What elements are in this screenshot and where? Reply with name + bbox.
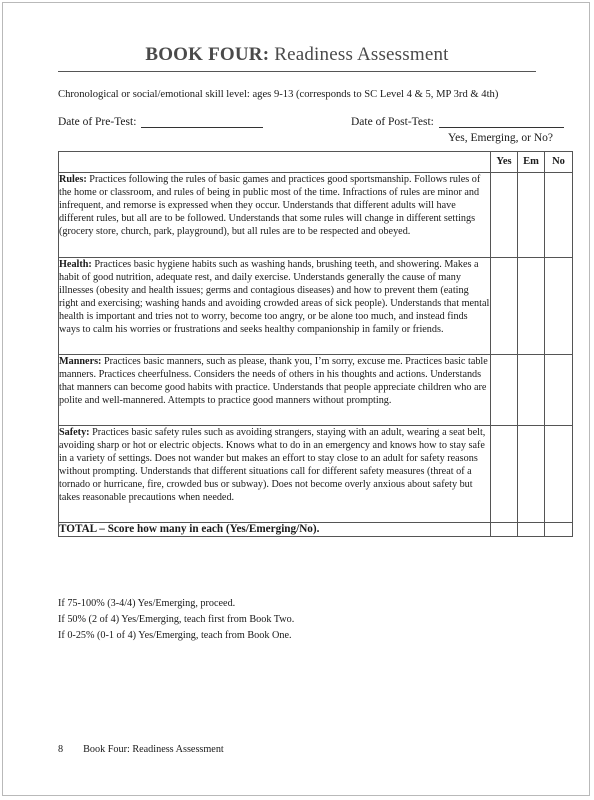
post-test-blank[interactable]: [439, 116, 564, 128]
pre-test-label: Date of Pre-Test:: [58, 116, 137, 128]
title-bold: BOOK FOUR:: [145, 44, 270, 65]
table-row: [59, 426, 573, 523]
post-test-date: [351, 116, 564, 128]
row-description-health: [59, 258, 491, 355]
footer-text: Book Four: Readiness Assessment: [83, 744, 224, 755]
pre-test-blank[interactable]: [141, 116, 263, 128]
pre-test-date: [58, 116, 263, 128]
header-description: [59, 152, 491, 173]
header-row: [59, 152, 573, 173]
yes-cell[interactable]: [491, 258, 518, 355]
no-cell[interactable]: [545, 173, 573, 258]
title-underline: [58, 71, 536, 72]
post-test-label: Date of Post-Test:: [351, 116, 434, 128]
emerging-cell[interactable]: [518, 426, 545, 523]
emerging-total-cell[interactable]: [518, 523, 545, 537]
row-text: Practices basic manners, such as please, thank you, I’m sorry, excuse me. Practices basic table manners. Practices cheerfulness. Considers the needs of others in his thoughts and actions. Understands that manners can become good habits with practice. Understands that people appreciate children who are polite and well-mannered. Attempts to practice good manners without prompting.: [59, 356, 488, 407]
assessment-table: [58, 151, 573, 537]
emerging-cell[interactable]: [518, 258, 545, 355]
row-label: Manners:: [59, 356, 102, 367]
row-text: Practices following the rules of basic games and practices good sportsmanship. Follows rules of the home or classroom, and rules of being in public most of the time. Infractions of rules are minor and infrequent, and remorse is expressed when they occur. Understands that different adults will have different rules, but all are to be followed. Understands that some rules will change in different settings (grocery store, church, park, playground), but all rules are to be respected and obeyed.: [59, 174, 481, 238]
emerging-cell[interactable]: [518, 355, 545, 426]
row-description-safety: [59, 426, 491, 523]
row-text: Practices basic hygiene habits such as washing hands, brushing teeth, and showering. Makes a habit of good nutrition, adequate rest, and daily exercise. Understands generally the cause of many illnesses (obesity and health issues; germs and contagious diseases) and how to prevent them (eating right and exercising; washing hands and avoiding crowded areas of sick people). Understands that mental health is important and tries not to worry, become too angry, or be alone too much, and instead finds ways to calm his worries or frustrations and seeks healthy companionship in family or friends.: [59, 259, 490, 336]
row-text: Practices basic safety rules such as avoiding strangers, staying with an adult, wearing a seat belt, avoiding sharp or hot or electric objects. Knows what to do in an emergency and knows how to stay safe in a variety of settings. Does not wander but makes an effort to stay close to an adult for safety reasons without prompting. Understands that different situations call for different safety measures (threat of a tornado or hurricane, fire, crowded bus or subway). Does not become overly anxious about safety but takes reasonable precautions when needed.: [59, 427, 486, 504]
no-cell[interactable]: [545, 355, 573, 426]
page-footer: [58, 744, 224, 755]
no-total-cell[interactable]: [545, 523, 573, 537]
row-label: Rules:: [59, 174, 87, 185]
total-label: TOTAL – Score how many in each (Yes/Emerging/No).: [59, 523, 491, 537]
table-row: [59, 173, 573, 258]
outcome-line: If 0-25% (0-1 of 4) Yes/Emerging, teach from Book One.: [58, 629, 292, 641]
header-emerging: Em: [518, 152, 545, 173]
no-cell[interactable]: [545, 258, 573, 355]
row-description-manners: [59, 355, 491, 426]
header-no: No: [545, 152, 573, 173]
yes-cell[interactable]: [491, 355, 518, 426]
page-number: 8: [58, 744, 64, 755]
response-prompt: Yes, Emerging, or No?: [448, 132, 553, 144]
table-row: [59, 258, 573, 355]
no-cell[interactable]: [545, 426, 573, 523]
outcome-line: If 50% (2 of 4) Yes/Emerging, teach first from Book Two.: [58, 613, 295, 625]
skill-level-text: Chronological or social/emotional skill level: ages 9-13 (corresponds to SC Level 4 & 5, MP 3rd & 4th): [58, 89, 499, 100]
yes-total-cell[interactable]: [491, 523, 518, 537]
row-label: Health:: [59, 259, 92, 270]
row-description-rules: [59, 173, 491, 258]
header-yes: Yes: [491, 152, 518, 173]
outcome-line: If 75-100% (3-4/4) Yes/Emerging, proceed.: [58, 598, 236, 609]
page-title: [0, 44, 594, 66]
emerging-cell[interactable]: [518, 173, 545, 258]
outcome-instructions: [58, 596, 294, 643]
title-rest: Readiness Assessment: [269, 44, 449, 65]
total-row: [59, 523, 573, 537]
table-row: [59, 355, 573, 426]
yes-cell[interactable]: [491, 173, 518, 258]
row-label: Safety:: [59, 427, 90, 438]
yes-cell[interactable]: [491, 426, 518, 523]
